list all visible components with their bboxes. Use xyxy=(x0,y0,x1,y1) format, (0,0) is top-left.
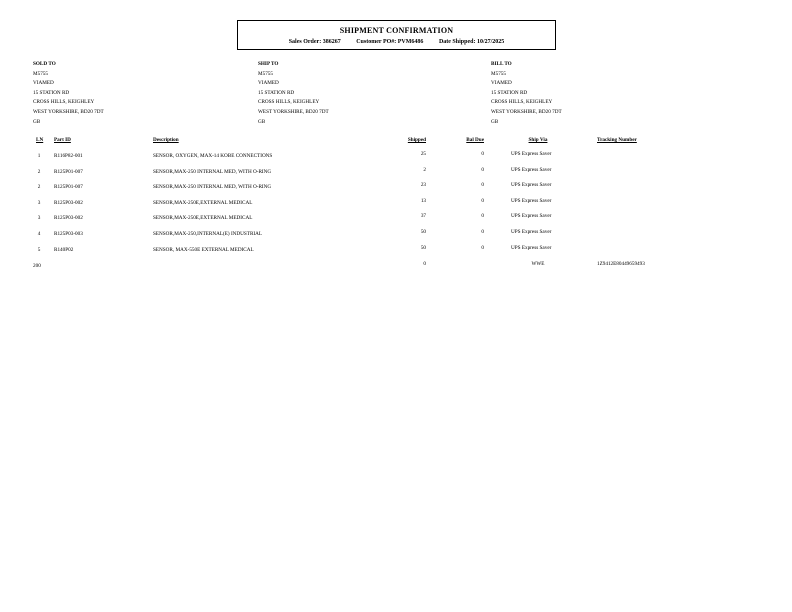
row-part-id: R125P03-003 xyxy=(54,231,83,237)
sold-to-block xyxy=(33,60,104,127)
row-bal-due: 0 xyxy=(481,229,484,235)
row-bal-due: 0 xyxy=(481,151,484,157)
row-description: SENSOR,MAX-250E,EXTERNAL MEDICAL xyxy=(153,215,253,221)
row-shipped: 37 xyxy=(420,213,426,219)
row-bal-due: 0 xyxy=(481,245,484,251)
row-shipped: 50 xyxy=(420,229,426,235)
row-bal-due: 0 xyxy=(481,182,484,188)
row-part-id: R140P02 xyxy=(54,247,74,253)
row-ship-via: UPS Express Saver xyxy=(511,151,552,157)
row-ln: 2 xyxy=(37,184,41,190)
bill-to-line: CROSS HILLS, KEIGHLEY xyxy=(491,99,553,106)
row-shipped: 25 xyxy=(420,151,426,157)
row-bal-due: 0 xyxy=(481,167,484,173)
sales-order: Sales Order: 386267 xyxy=(288,39,341,45)
row-shipped: 2 xyxy=(423,167,426,173)
sold-to-line: M5755 xyxy=(33,70,48,77)
sold-to-line: 15 STATION RD xyxy=(33,89,70,96)
bill-to-line: WEST YORKSHIRE, BD20 7DT xyxy=(491,108,562,115)
row-description: SENSOR, MAX-550E EXTERNAL MEDICAL xyxy=(153,247,254,253)
ship-to-line: M5755 xyxy=(258,70,273,77)
row-description: SENSOR,MAX-250E,EXTERNAL MEDICAL xyxy=(153,200,253,206)
row-part-id: R125P03-002 xyxy=(54,200,83,206)
total-shipped: 200 xyxy=(33,263,41,269)
ship-to-line: GB xyxy=(258,118,266,125)
row-part-id: R125P03-002 xyxy=(54,215,83,221)
row-ship-via: UPS Express Saver xyxy=(511,245,552,251)
row-ln: 4 xyxy=(37,231,41,237)
sold-to-line: WEST YORKSHIRE, BD20 7DT xyxy=(33,108,104,115)
bill-to-line: 15 STATION RD xyxy=(491,89,528,96)
ship-to-line: VIAMED xyxy=(258,80,279,87)
sold-to-line: VIAMED xyxy=(33,80,54,87)
order-summary xyxy=(238,39,555,45)
col-bal-due: Bal Due xyxy=(466,137,484,143)
ship-to-line: WEST YORKSHIRE, BD20 7DT xyxy=(258,108,329,115)
row-ship-via: UPS Express Saver xyxy=(511,213,552,219)
row-ln: 3 xyxy=(37,200,41,206)
row-ln: 2 xyxy=(37,169,41,175)
row-ship-via: UPS Express Saver xyxy=(511,229,552,235)
col-tracking: Tracking Number xyxy=(597,137,637,143)
tracking-number: 1Z9412E80449659493 xyxy=(597,261,645,267)
col-description: Description xyxy=(153,137,179,143)
footer-ship-via: WWE xyxy=(531,261,545,267)
row-shipped: 50 xyxy=(420,245,426,251)
row-part-id: R125P01-007 xyxy=(54,169,83,175)
row-bal-due: 0 xyxy=(481,198,484,204)
row-bal-due: 0 xyxy=(481,213,484,219)
row-description: SENSOR,MAX-250 INTERNAL MED, WITH O-RING xyxy=(153,169,272,175)
row-description: SENSOR,MAX-250 INTERNAL MED, WITH O-RING xyxy=(153,184,272,190)
ship-to-label: SHIP TO xyxy=(258,61,279,67)
bill-to-line: GB xyxy=(491,118,499,125)
sold-to-label: SOLD TO xyxy=(33,61,56,67)
row-part-id: R125P01-007 xyxy=(54,184,83,190)
ship-to-line: 15 STATION RD xyxy=(258,89,295,96)
col-part-id: Part ID xyxy=(54,137,71,143)
row-shipped: 13 xyxy=(420,198,426,204)
row-ship-via: UPS Express Saver xyxy=(511,198,552,204)
document-title: SHIPMENT CONFIRMATION xyxy=(339,26,454,35)
row-ship-via: UPS Express Saver xyxy=(511,182,552,188)
sold-to-line: GB xyxy=(33,118,41,125)
col-ship-via: Ship Via xyxy=(528,137,548,143)
bill-to-line: VIAMED xyxy=(491,80,512,87)
total-bal-due: 0 xyxy=(423,261,426,267)
ship-to-block xyxy=(258,60,329,127)
bill-to-label: BILL TO xyxy=(491,61,512,67)
bill-to-line: M5755 xyxy=(491,70,506,77)
row-description: SENSOR,MAX-250,INTERNAL(E) INDUSTRIAL xyxy=(153,231,263,237)
col-shipped: Shipped xyxy=(407,137,426,143)
bill-to-block xyxy=(491,60,562,127)
col-ln: LN xyxy=(36,137,44,143)
row-part-id: R116P82-001 xyxy=(54,153,83,159)
row-ln: 1 xyxy=(37,153,41,159)
row-ship-via: UPS Express Saver xyxy=(511,167,552,173)
row-ln: 5 xyxy=(37,247,41,253)
row-description: SENSOR, OXYGEN, MAX-14 KOBE CONNECTIONS xyxy=(153,153,273,159)
sold-to-line: CROSS HILLS, KEIGHLEY xyxy=(33,99,95,106)
title-box xyxy=(237,20,556,50)
row-ln: 3 xyxy=(37,215,41,221)
ship-to-line: CROSS HILLS, KEIGHLEY xyxy=(258,99,320,106)
customer-po: Customer PO#: PVM6486 xyxy=(356,39,424,45)
date-shipped: Date Shipped: 10/27/2025 xyxy=(438,39,505,45)
row-shipped: 23 xyxy=(420,182,426,188)
